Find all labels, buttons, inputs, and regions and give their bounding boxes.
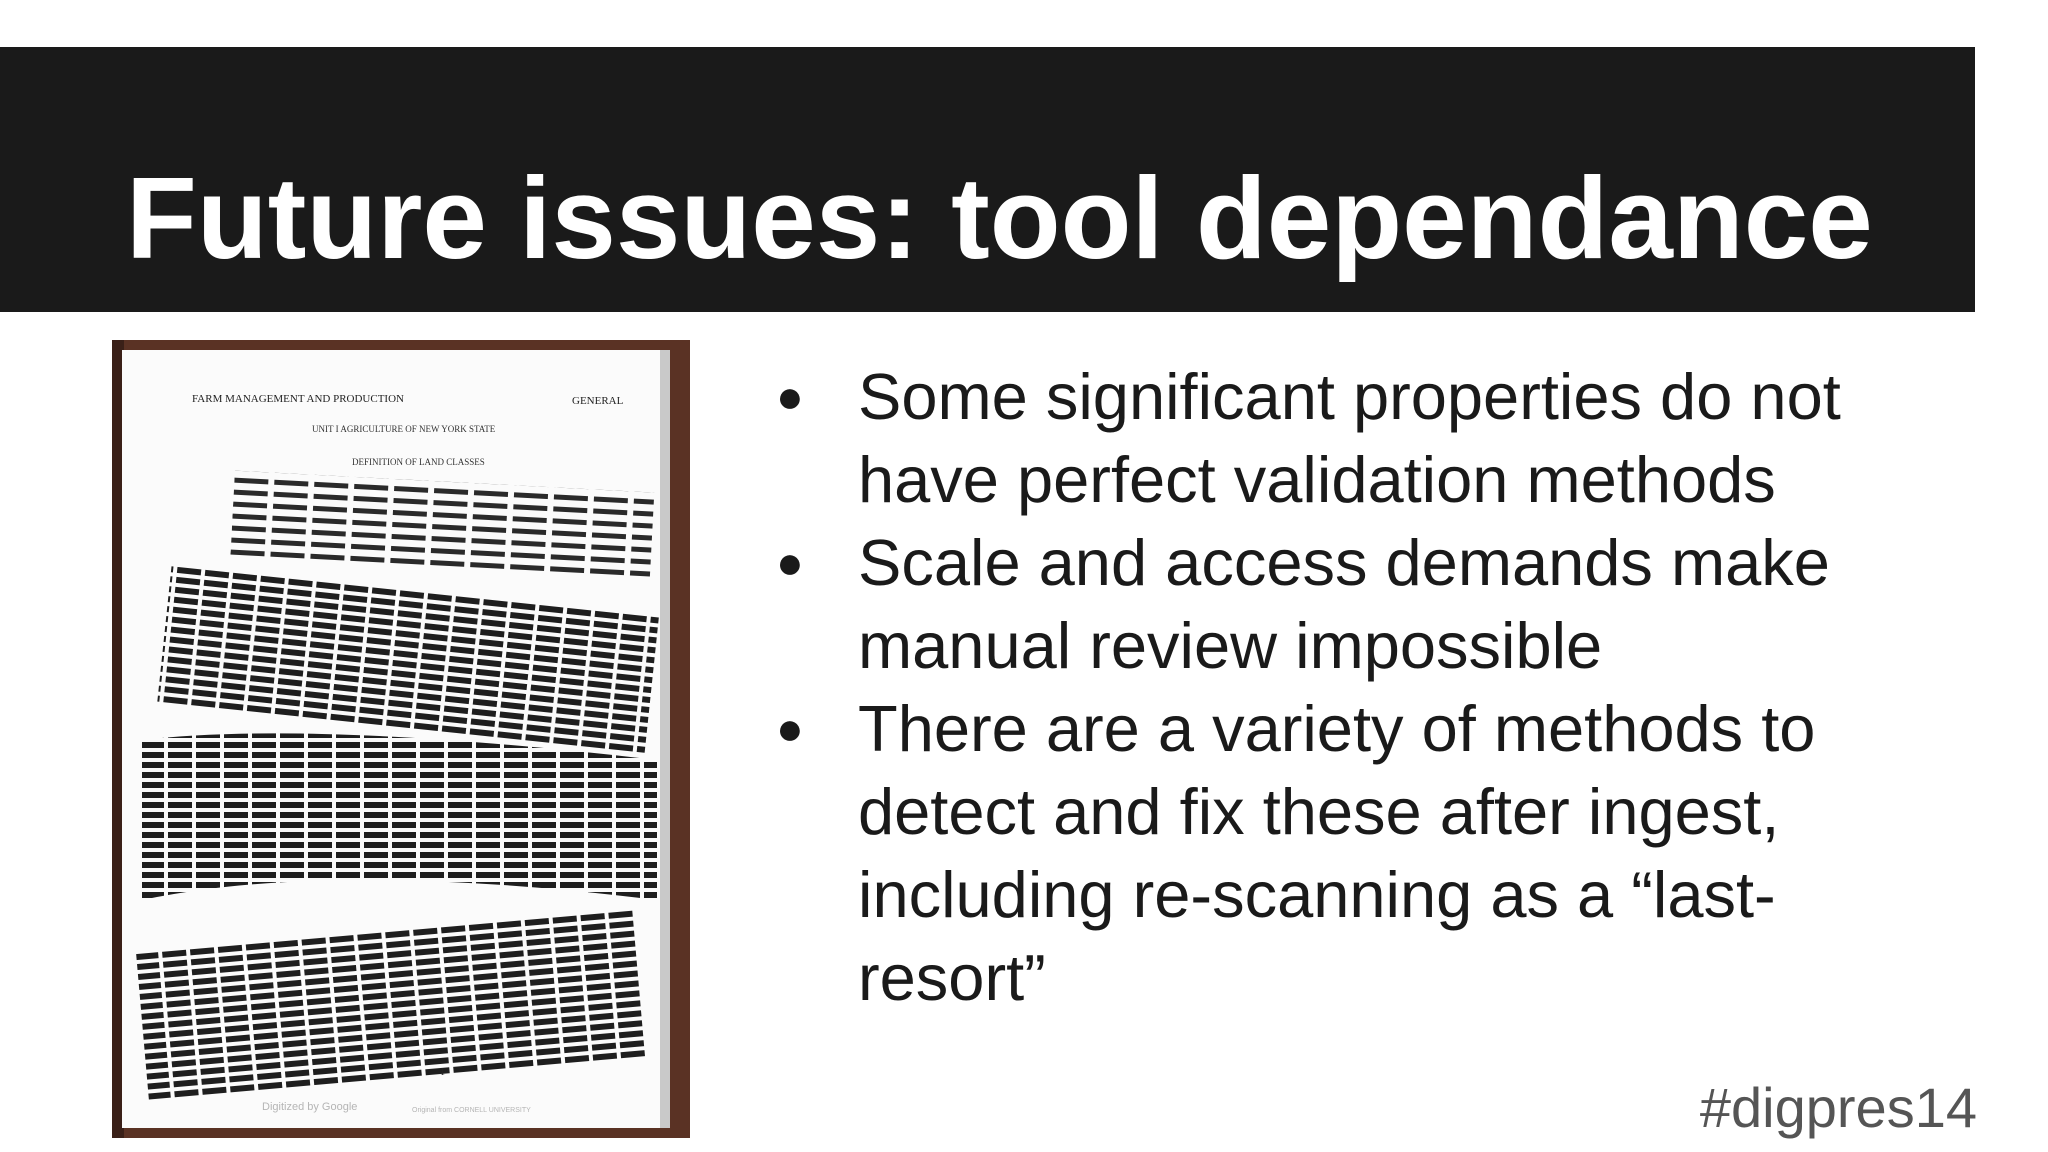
scan-text-block-3 bbox=[142, 733, 657, 900]
scan-header-right: GENERAL bbox=[572, 395, 624, 407]
slide-title: Future issues: tool dependance bbox=[126, 153, 1873, 283]
bullet-text: Scale and access demands make manual review impossible bbox=[858, 526, 1830, 682]
bullet-item bbox=[772, 355, 1952, 521]
bullet-item bbox=[772, 521, 1952, 687]
bullet-item bbox=[772, 687, 1952, 1019]
hashtag-footer: #digpres14 bbox=[1699, 1076, 1977, 1139]
scan-page-number: 1 bbox=[440, 1067, 445, 1078]
scan-subheader: UNIT I AGRICULTURE OF NEW YORK STATE bbox=[312, 424, 496, 434]
scan-header-left: FARM MANAGEMENT AND PRODUCTION bbox=[192, 393, 404, 405]
bullet-text: Some significant properties do not have perfect validation methods bbox=[858, 360, 1841, 516]
bullet-dot: ● bbox=[776, 370, 804, 422]
bullet-dot: ● bbox=[776, 536, 804, 588]
bullet-list bbox=[772, 355, 1952, 1019]
bullet-dot: ● bbox=[776, 702, 804, 754]
scan-section-title: DEFINITION OF LAND CLASSES bbox=[352, 457, 485, 467]
scanned-page-image bbox=[112, 340, 690, 1138]
scan-footer-left: Digitized by Google bbox=[262, 1101, 358, 1113]
bullet-text: There are a variety of methods to detect and fix these after ingest, including re-scanning as a “last-resort” bbox=[858, 692, 1816, 1014]
scan-footer-right: Original from CORNELL UNIVERSITY bbox=[412, 1107, 531, 1114]
